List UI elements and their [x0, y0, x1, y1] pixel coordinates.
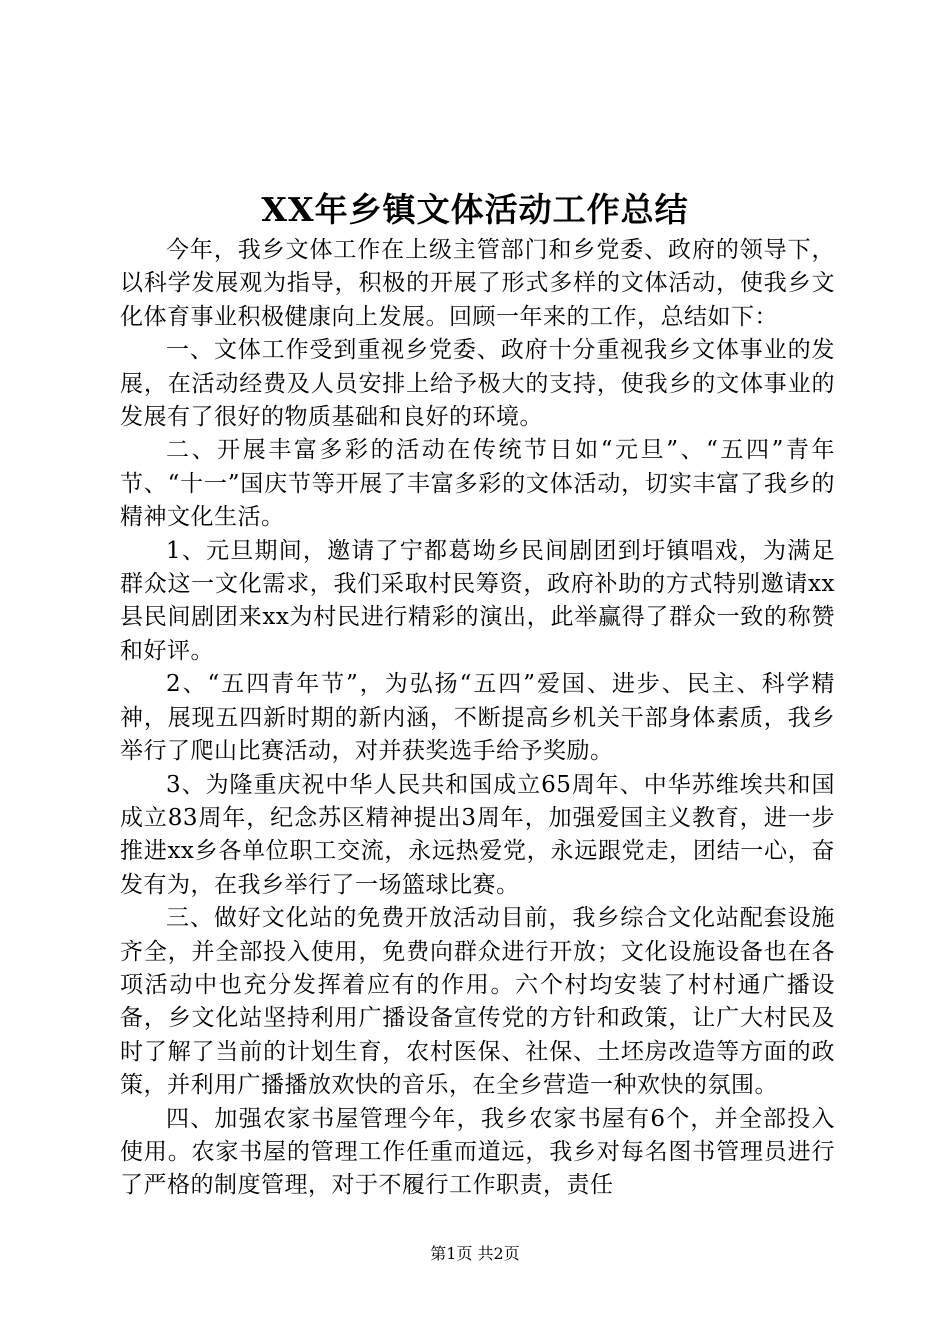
document-body: [120, 234, 835, 1203]
paragraph: 3、为隆重庆祝中华人民共和国成立65周年、中华苏维埃共和国成立83周年，纪念苏区精神提出3周年，加强爱国主义教育，进一步推进xx乡各单位职工交流，永远热爱党，永远跟党走，团结一心，奋发有为，在我乡举行了一场篮球比赛。: [120, 771, 835, 898]
paragraph: 今年，我乡文体工作在上级主管部门和乡党委、政府的领导下，以科学发展观为指导，积极的开展了形式多样的文体活动，使我乡文化体育事业积极健康向上发展。回顾一年来的工作，总结如下：: [120, 237, 835, 330]
paragraph: 四、加强农家书屋管理今年，我乡农家书屋有6个，并全部投入使用。农家书屋的管理工作任重而道远，我乡对每名图书管理员进行了严格的制度管理，对于不履行工作职责，责任: [120, 1105, 835, 1199]
paragraph: 一、文体工作受到重视乡党委、政府十分重视我乡文体事业的发展，在活动经费及人员安排上给予极大的支持，使我乡的文体事业的发展有了很好的物质基础和良好的环境。: [120, 337, 835, 431]
page-footer: 第1页 共2页: [430, 1244, 520, 1263]
document-title: XX年乡镇文体活动工作总结: [261, 190, 689, 229]
paragraph: 二、开展丰富多彩的活动在传统节日如“元旦”、“五四”青年节、“十一”国庆节等开展了丰富多彩的文体活动，切实丰富了我乡的精神文化生活。: [120, 437, 835, 531]
paragraph: 三、做好文化站的免费开放活动目前，我乡综合文化站配套设施齐全，并全部投入使用，免费向群众进行开放；文化设施设备也在各项活动中也充分发挥着应有的作用。六个村均安装了村村通广播设备，乡文化站坚持利用广播设备宣传党的方针和政策，让广大村民及时了解了当前的计划生育，农村医保、社保、土坯房改造等方面的政策，并利用广播播放欢快的音乐，在全乡营造一种欢快的氛围。: [120, 905, 835, 1099]
paragraph: 1、元旦期间，邀请了宁都葛坳乡民间剧团到圩镇唱戏，为满足群众这一文化需求，我们采取村民筹资，政府补助的方式特别邀请xx县民间剧团来xx为村民进行精彩的演出，此举赢得了群众一致的称赞和好评。: [120, 537, 835, 664]
paragraph: 2、“五四青年节”，为弘扬“五四”爱国、进步、民主、科学精神，展现五四新时期的新内涵，不断提高乡机关干部身体素质，我乡举行了爬山比赛活动，对并获奖选手给予奖励。: [120, 671, 835, 765]
